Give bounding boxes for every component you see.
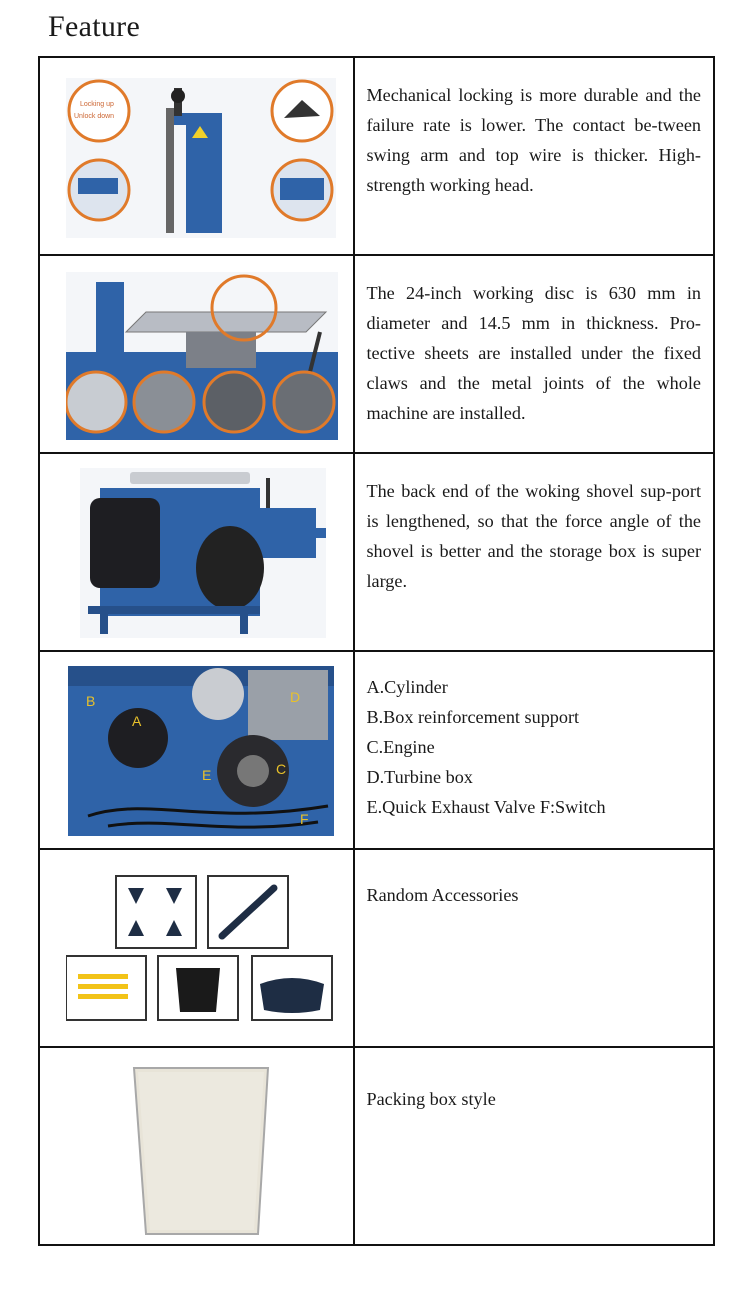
feature-description: Mechanical locking is more durable and the failure rate is lower. The contact be-tween swing arm and top wire is thicker. High-strength working head.	[366, 85, 701, 195]
working-head-image	[66, 78, 336, 238]
label-f: F	[300, 811, 309, 827]
feature-row	[39, 453, 714, 651]
packing-box-image	[130, 1066, 270, 1236]
feature-image-cell	[39, 255, 354, 453]
feature-text-cell	[354, 651, 714, 849]
feature-text-cell	[354, 57, 714, 255]
feature-row	[39, 255, 714, 453]
feature-row	[39, 1047, 714, 1245]
label-d: D	[290, 689, 301, 705]
feature-row	[39, 651, 714, 849]
feature-text-cell	[354, 849, 714, 1047]
label-e: E	[202, 767, 212, 783]
list-item: E.Quick Exhaust Valve F:Switch	[366, 797, 606, 817]
feature-table	[38, 56, 715, 1246]
feature-text-cell	[354, 453, 714, 651]
shovel-support-image	[80, 468, 326, 638]
feature-image-cell	[39, 849, 354, 1047]
label-a: A	[132, 713, 142, 729]
feature-image-cell	[39, 651, 354, 849]
feature-description: Random Accessories	[366, 885, 519, 905]
list-item: B.Box reinforcement support	[366, 707, 580, 727]
feature-image-cell	[39, 1047, 354, 1245]
accessories-image	[66, 874, 336, 1024]
working-disc-image	[66, 272, 338, 440]
list-item: C.Engine	[366, 737, 435, 757]
feature-row	[39, 849, 714, 1047]
locking-up-label: Locking up	[80, 101, 114, 108]
feature-description: The 24-inch working disc is 630 mm in diameter and 14.5 mm in thickness. Pro-tective sheets are installed under the fixed claws and the metal joints of the whole machine are installed.	[366, 283, 701, 423]
list-item: D.Turbine box	[366, 767, 473, 787]
parts-list	[355, 652, 713, 822]
feature-text-cell	[354, 1047, 714, 1245]
list-item: A.Cylinder	[366, 677, 448, 697]
label-c: C	[276, 761, 287, 777]
feature-description: The back end of the woking shovel sup-port is lengthened, so that the force angle of the shovel is better and the storage box is super large.	[366, 481, 701, 591]
feature-image-cell	[39, 453, 354, 651]
feature-image-cell	[39, 57, 354, 255]
unlock-down-label: Unlock down	[74, 113, 115, 120]
page-title: Feature	[48, 10, 141, 43]
feature-row	[39, 57, 714, 255]
feature-text-cell	[354, 255, 714, 453]
feature-description: Packing box style	[366, 1089, 496, 1109]
label-b: B	[86, 693, 96, 709]
internal-parts-image	[68, 666, 334, 836]
